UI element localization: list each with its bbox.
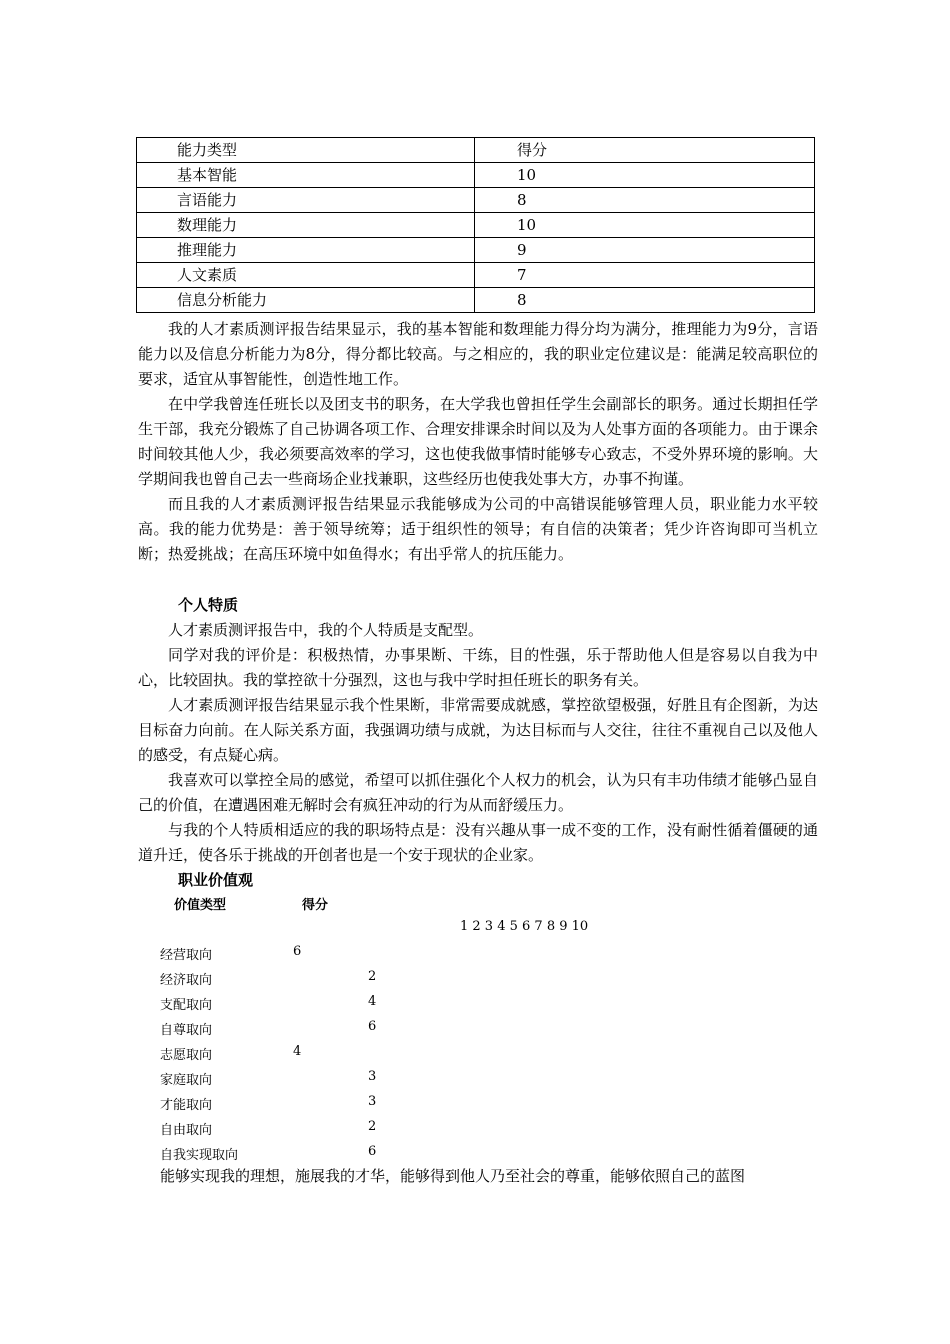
value-score: 6	[368, 1019, 377, 1034]
value-score: 6	[368, 1144, 377, 1159]
value-type: 自尊取向	[160, 1023, 213, 1038]
paragraph: 同学对我的评价是：积极热情，办事果断、干练，目的性强，乐于帮助他人但是容易以自我为中心，比较固执。我的掌控欲十分强烈，这也与我中学时担任班长的职务有关。	[138, 646, 818, 689]
header-score: 得分	[475, 138, 815, 163]
paragraph: 在中学我曾连任班长以及团支书的职务，在大学我也曾担任学生会副部长的职务。通过长期担任学生干部，我充分锻炼了自己协调各项工作、合理安排课余时间以及为人处事方面的各项能力。由于课余时间较其他人少，我必须要高效率的学习，这也使我做事情时能够专心致志，不受外界环境的影响。大学期间我也曾自己去一些商场企业找兼职，这些经历也使我处事大方，办事不拘谨。	[138, 395, 818, 488]
ability-score: 10	[475, 163, 815, 188]
ability-name: 基本智能	[137, 163, 475, 188]
value-score: 4	[368, 994, 377, 1009]
value-score: 2	[368, 969, 377, 984]
values-scale: 1 2 3 4 5 6 7 8 9 10	[460, 919, 589, 934]
value-type: 自由取向	[160, 1123, 213, 1138]
heading-personal-traits: 个人特质	[178, 596, 239, 614]
paragraph: 人才素质测评报告结果显示我个性果断，非常需要成就感，掌控欲望极强，好胜且有企图新，为达目标奋力向前。在人际关系方面，我强调功绩与成就，为达目标而与人交往，往往不重视自己以及他人的感受，有点疑心病。	[138, 696, 818, 764]
paragraph: 与我的个人特质相适应的我的职场特点是：没有兴趣从事一成不变的工作，没有耐性循着僵硬的通道升迁，使各乐于挑战的开创者也是一个安于现状的企业家。	[138, 821, 818, 864]
value-type: 自我实现取向	[160, 1148, 239, 1163]
ability-name: 数理能力	[137, 213, 475, 238]
table-row	[137, 213, 815, 238]
ability-score: 9	[475, 238, 815, 263]
header-ability-type: 能力类型	[137, 138, 475, 163]
table-row	[137, 188, 815, 213]
value-score: 3	[368, 1069, 377, 1084]
table-header-row	[137, 138, 815, 163]
values-col-type: 价值类型	[174, 898, 227, 913]
paragraph: 人才素质测评报告中，我的个人特质是支配型。	[168, 621, 484, 639]
value-score: 6	[293, 944, 302, 959]
paragraph: 而且我的人才素质测评报告结果显示我能够成为公司的中高错误能够管理人员，职业能力水平较高。我的能力优势是：善于领导统筹；适于组织性的领导；有自信的决策者；凭少许咨询即可当机立断；热爱挑战；在高压环境中如鱼得水；有出乎常人的抗压能力。	[138, 495, 818, 563]
ability-score: 8	[475, 188, 815, 213]
ability-name: 信息分析能力	[137, 288, 475, 313]
table-row	[137, 238, 815, 263]
value-score: 4	[293, 1044, 302, 1059]
values-col-score: 得分	[302, 898, 329, 913]
ability-name: 人文素质	[137, 263, 475, 288]
closing-line: 能够实现我的理想，施展我的才华，能够得到他人乃至社会的尊重，能够依照自己的蓝图	[160, 1167, 746, 1185]
value-type: 志愿取向	[160, 1048, 213, 1063]
value-type: 家庭取向	[160, 1073, 213, 1088]
value-type: 经营取向	[160, 948, 213, 963]
value-type: 才能取向	[160, 1098, 213, 1113]
value-type: 经济取向	[160, 973, 213, 988]
table-row	[137, 263, 815, 288]
ability-score: 8	[475, 288, 815, 313]
ability-score: 10	[475, 213, 815, 238]
ability-name: 言语能力	[137, 188, 475, 213]
ability-analysis-section	[138, 317, 818, 567]
paragraph: 我喜欢可以掌控全局的感觉，希望可以抓住强化个人权力的机会，认为只有丰功伟绩才能够凸显自己的价值，在遭遇困难无解时会有疯狂冲动的行为从而舒缓压力。	[138, 771, 818, 814]
heading-career-values: 职业价值观	[178, 871, 254, 889]
paragraph: 我的人才素质测评报告结果显示，我的基本智能和数理能力得分均为满分，推理能力为9分，言语能力以及信息分析能力为8分，得分都比较高。与之相应的，我的职业定位建议是：能满足较高职位的要求，适宜从事智能性，创造性地工作。	[138, 320, 818, 388]
ability-score-table	[136, 137, 815, 313]
table-row	[137, 288, 815, 313]
ability-score: 7	[475, 263, 815, 288]
ability-name: 推理能力	[137, 238, 475, 263]
table-row	[137, 163, 815, 188]
value-type: 支配取向	[160, 998, 213, 1013]
value-score: 3	[368, 1094, 377, 1109]
value-score: 2	[368, 1119, 377, 1134]
personal-traits-section	[138, 618, 818, 868]
